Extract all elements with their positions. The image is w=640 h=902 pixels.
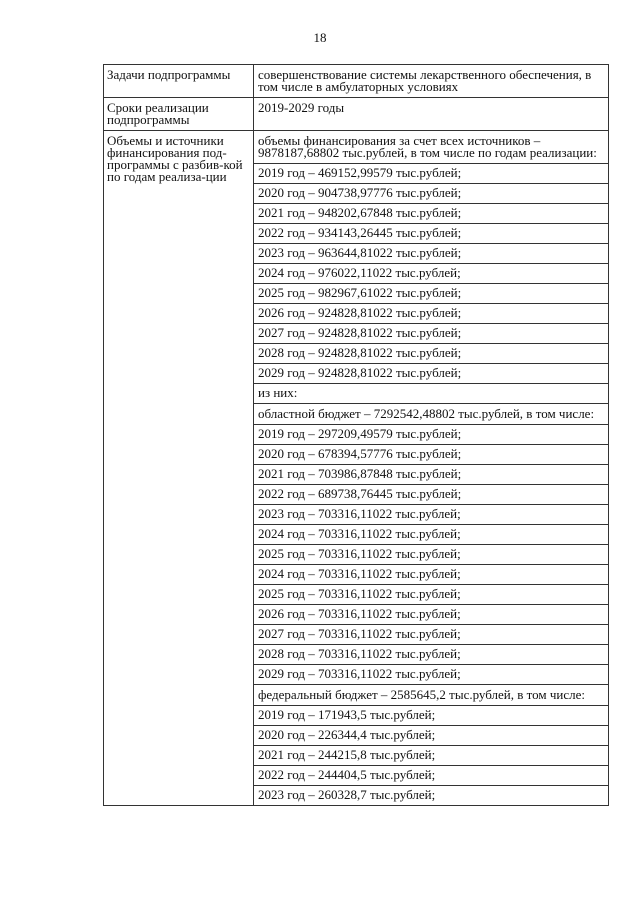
row-value: 2019-2029 годы [258,100,345,115]
financing-line: 2026 год – 924828,81022 тыс.рублей; [254,303,608,323]
financing-line: 2019 год – 469152,99579 тыс.рублей; [254,163,608,183]
financing-line: 2021 год – 948202,67848 тыс.рублей; [254,203,608,223]
page-number: 18 [313,30,327,45]
financing-line: 2021 год – 703986,87848 тыс.рублей; [254,464,608,484]
financing-line: 2019 год – 297209,49579 тыс.рублей; [254,424,608,444]
financing-line: 2028 год – 924828,81022 тыс.рублей; [254,343,608,363]
financing-line: 2024 год – 703316,11022 тыс.рублей; [254,564,608,584]
financing-line: 2023 год – 260328,7 тыс.рублей; [254,785,608,805]
financing-line: 2027 год – 924828,81022 тыс.рублей; [254,323,608,343]
financing-line: 2022 год – 934143,26445 тыс.рублей; [254,223,608,243]
financing-line: 2022 год – 244404,5 тыс.рублей; [254,765,608,785]
financing-lines [254,131,608,805]
financing-line: 2029 год – 924828,81022 тыс.рублей; [254,363,608,383]
financing-line: 2027 год – 703316,11022 тыс.рублей; [254,624,608,644]
row-label-cell [104,98,254,131]
financing-line: 2025 год – 703316,11022 тыс.рублей; [254,544,608,564]
row-value: совершенствование системы лекарственного обеспечения, в том числе в амбулаторных условиях [258,67,592,94]
financing-line: 2025 год – 703316,11022 тыс.рублей; [254,584,608,604]
financing-line: 2022 год – 689738,76445 тыс.рублей; [254,484,608,504]
financing-line: 2019 год – 171943,5 тыс.рублей; [254,705,608,725]
table-row-tasks [104,65,609,98]
financing-line: областной бюджет – 7292542,48802 тыс.рублей, в том числе: [254,403,608,424]
table-row-financing [104,131,609,806]
financing-line: объемы финансирования за счет всех источников – 9878187,68802 тыс.рублей, в том числе по годам реализации: [258,133,597,160]
row-label-cell [104,131,254,806]
financing-line: 2020 год – 678394,57776 тыс.рублей; [254,444,608,464]
financing-line: 2023 год – 963644,81022 тыс.рублей; [254,243,608,263]
financing-line: 2025 год – 982967,61022 тыс.рублей; [254,283,608,303]
financing-line: 2021 год – 244215,8 тыс.рублей; [254,745,608,765]
row-label-cell [104,65,254,98]
financing-line: 2020 год – 904738,97776 тыс.рублей; [254,183,608,203]
financing-line: федеральный бюджет – 2585645,2 тыс.рублей, в том числе: [254,684,608,705]
financing-line: 2023 год – 703316,11022 тыс.рублей; [254,504,608,524]
row-value-cell [254,98,609,131]
row-label: Объемы и источники финансирования под-программы с разбив-кой по годам реализа-ции [107,133,243,184]
subprogram-passport-table [103,64,609,806]
financing-lines-cell [254,131,609,806]
financing-line: 2026 год – 703316,11022 тыс.рублей; [254,604,608,624]
financing-line: из них: [254,383,608,403]
table-row-terms [104,98,609,131]
financing-line: 2020 год – 226344,4 тыс.рублей; [254,725,608,745]
financing-line: 2024 год – 703316,11022 тыс.рублей; [254,524,608,544]
row-label: Сроки реализации подпрограммы [107,100,209,127]
financing-line: 2024 год – 976022,11022 тыс.рублей; [254,263,608,283]
row-value-cell [254,65,609,98]
row-label: Задачи подпрограммы [107,67,231,82]
financing-line: 2028 год – 703316,11022 тыс.рублей; [254,644,608,664]
financing-line: 2029 год – 703316,11022 тыс.рублей; [254,664,608,684]
